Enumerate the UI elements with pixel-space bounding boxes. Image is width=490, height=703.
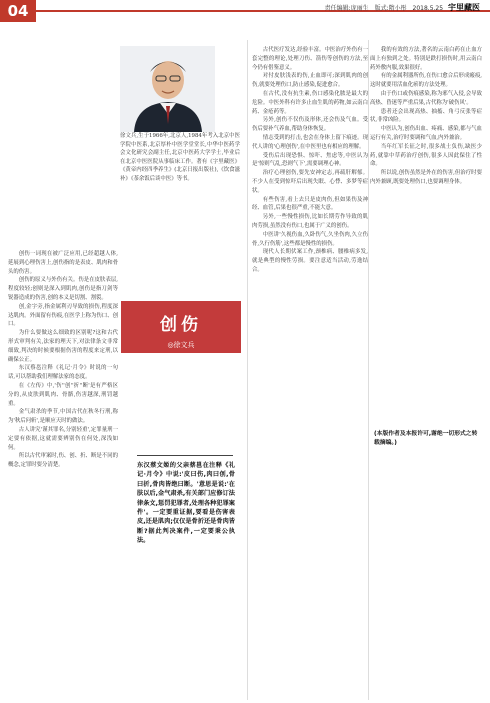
paragraph: 所以古代审案时,伤、创、折、断是不同的概念,定罪时要分清楚。 bbox=[8, 453, 118, 469]
paragraph: 创伤的原义与外伤有关。伤是在皮肤表层,程度较轻;创则是深入到肌肉,创伤是指刀剑等锐器造成的伤害,创的本义是切割、割裂。 bbox=[8, 277, 118, 301]
paragraph: 我的有效的方法,著名的云南白药在止血方面上有独到之处。特别是跌打损伤时,用云南白药外敷内服,效果很好。 bbox=[370, 47, 482, 71]
separator bbox=[409, 5, 411, 12]
paragraph: 有的金属利器所伤,在伤口愈合后形成瘢痕,这时就要用活血化瘀的方法处理。 bbox=[370, 73, 482, 89]
paragraph: 有些伤害,看上去只是皮肉伤,但如果伤及神经、血管,后果也很严重,不能大意。 bbox=[252, 196, 368, 212]
page-number: 04 bbox=[0, 0, 36, 22]
author-bio: 徐文兵,生于1966年,北京人,1984年考入北京中医学院中医系,北京厚朴中医学堂堂长,中华中医药学会文化研究会副主任,北京中医药大学学士,毕业后在北京中医医院从事临床工作。著有《字里藏医》《黄帝内经四季养生》(北京日报出版社),《饮食滋补》《茶余饭后谈中医》等书。 bbox=[120, 133, 240, 182]
paragraph: 创,金字旁,指金属利刃导致的损伤,程度深达肌肉。外面留有伤痕,在医学上称为伤口、创口。 bbox=[8, 303, 118, 328]
paragraph: 另外,创伤不仅伤及形体,还会伤及气血。受伤后要补气养血,帮助身体恢复。 bbox=[252, 117, 368, 133]
article-column-2 bbox=[252, 46, 368, 275]
separator bbox=[371, 5, 373, 12]
article-title: 创伤 bbox=[160, 315, 202, 335]
designer-credit: 版式:隋小彤 bbox=[374, 5, 407, 12]
paragraph: 中医讲'久视伤血,久卧伤气,久坐伤肉,久立伤骨,久行伤筋',这些都是慢性的损伤。 bbox=[252, 231, 368, 247]
column-divider bbox=[368, 40, 369, 700]
column-divider bbox=[247, 40, 248, 700]
paragraph: 现代人长期伏案工作,颈椎病、腰椎病多发,就是典型的慢性劳损。要注意适当活动,劳逸结合。 bbox=[252, 249, 368, 273]
publish-date: 2018.5.25 bbox=[412, 5, 444, 12]
paragraph: 金气肃杀的季节,中国古代在秋冬行刑,称为'秋后问斩',是顺应天时的做法。 bbox=[8, 409, 118, 425]
copyright-note: (本版作者及本报许可,谢绝一切形式之转载摘编。) bbox=[374, 431, 478, 446]
paragraph: 情志受到的打击,也会在身体上留下痕迹。现代人讲的'心理创伤',在中医里也有相应的理解。 bbox=[252, 134, 368, 150]
article-column-3 bbox=[370, 46, 482, 187]
editor-credit: 责任编辑:庞丽生 bbox=[324, 5, 369, 12]
paragraph: 当年红军长征之时,很多战士负伤,缺医少药,就靠中草药治疗创伤,很多人因此保住了性命。 bbox=[370, 143, 482, 168]
paragraph: 另外,一些慢性损伤,比如长期劳作导致的肌肉劳损,虽然没有伤口,也属于广义的创伤。 bbox=[252, 214, 368, 229]
pull-quote: 东汉蔡文姬的父亲蔡邕在注释《礼记·月令》中说:'皮曰伤,肉曰创,骨曰折,骨肉皆绝曰断。'意思是说:'在肤以后,金气肃杀,有关部门应修订法律条文,惩罚犯罪者,处理各种犯罪案件'。一定要重证据,要看是伤害表皮,还是肌肉;仅仅是骨折还是骨肉皆断?据此判决案件,一定要秉公执法。 bbox=[137, 462, 235, 545]
article-title-block bbox=[121, 301, 241, 353]
paragraph: 古人讲究'谨其罪名,分别轻重',定罪量刑一定要有依据,这就需要辨别伤在何处,深浅如何。 bbox=[8, 426, 118, 451]
paragraph: 古代医疗发达,经验丰富。中医治疗外伤有一套完整的理论,处理刀伤、箭伤等创伤的方法,至今仍有借鉴意义。 bbox=[252, 47, 368, 71]
paragraph: 在古代,没有抗生素,伤口感染化脓是最大的危险。中医外科有许多止血生肌的药物,如云南白药、金疮药等。 bbox=[252, 90, 368, 115]
article-author: ◎徐文兵 bbox=[167, 341, 195, 349]
article-column-1 bbox=[8, 250, 118, 470]
paragraph: 在《左传》中,'伤''创''折''断'是有严格区分的,从皮肤到肌肉、骨骼,伤害越深,刑罚越重。 bbox=[8, 382, 118, 407]
excerpt-rule-top bbox=[137, 455, 233, 456]
paragraph: 创伤一词现在被广泛应用,已经超越人体,延展到心理伤害上,创伤指的是表皮、肌肉和骨头的伤害。 bbox=[8, 251, 118, 275]
paragraph: 所以说,创伤虽然是外在的伤害,但治疗时要内外兼顾,既要处理伤口,也要调理身体。 bbox=[370, 170, 482, 185]
portrait-image bbox=[120, 46, 215, 132]
paragraph: 治疗心理创伤,要先安神定志,再疏肝解郁。不少人在受到惊吓后出现失眠、心悸、多梦等症状。 bbox=[252, 170, 368, 194]
paragraph: 受伤后出现恐惧、惊吓、焦虑等,中医认为是'惊则气乱,恐则气下',需要调理心神。 bbox=[252, 152, 368, 168]
paragraph: 患者还会出现高热、抽搐、角弓反张等症状,非常凶险。 bbox=[370, 108, 482, 124]
section-title: 宇里藏医 bbox=[448, 3, 480, 12]
paragraph: 对付皮肤浅表的伤,止血即可;深到肌肉的创伤,就要处理伤口,防止感染,促进愈合。 bbox=[252, 73, 368, 89]
paragraph: 中医认为,创伤出血、疼痛、感染,都与气血运行有关,治疗时要调和气血,内外兼治。 bbox=[370, 126, 482, 141]
paragraph: 东汉蔡邕注释《礼记·月令》时说的一句话,可以帮助我们理解法家的态度。 bbox=[8, 365, 118, 381]
author-photo bbox=[120, 46, 215, 132]
paragraph: 为什么要做这么细致的区别呢?这和古代形式审判有关,法家的理天下,对法律条文非常细致,判决的时候要根据伤害的程度来定刑,以确保公正。 bbox=[8, 330, 118, 363]
header-meta bbox=[325, 2, 480, 13]
paragraph: 由于伤口或伤痕感染,称为邪气入侵,会导致高热、昏迷等严重后果,古代称为'破伤风'。 bbox=[370, 90, 482, 106]
